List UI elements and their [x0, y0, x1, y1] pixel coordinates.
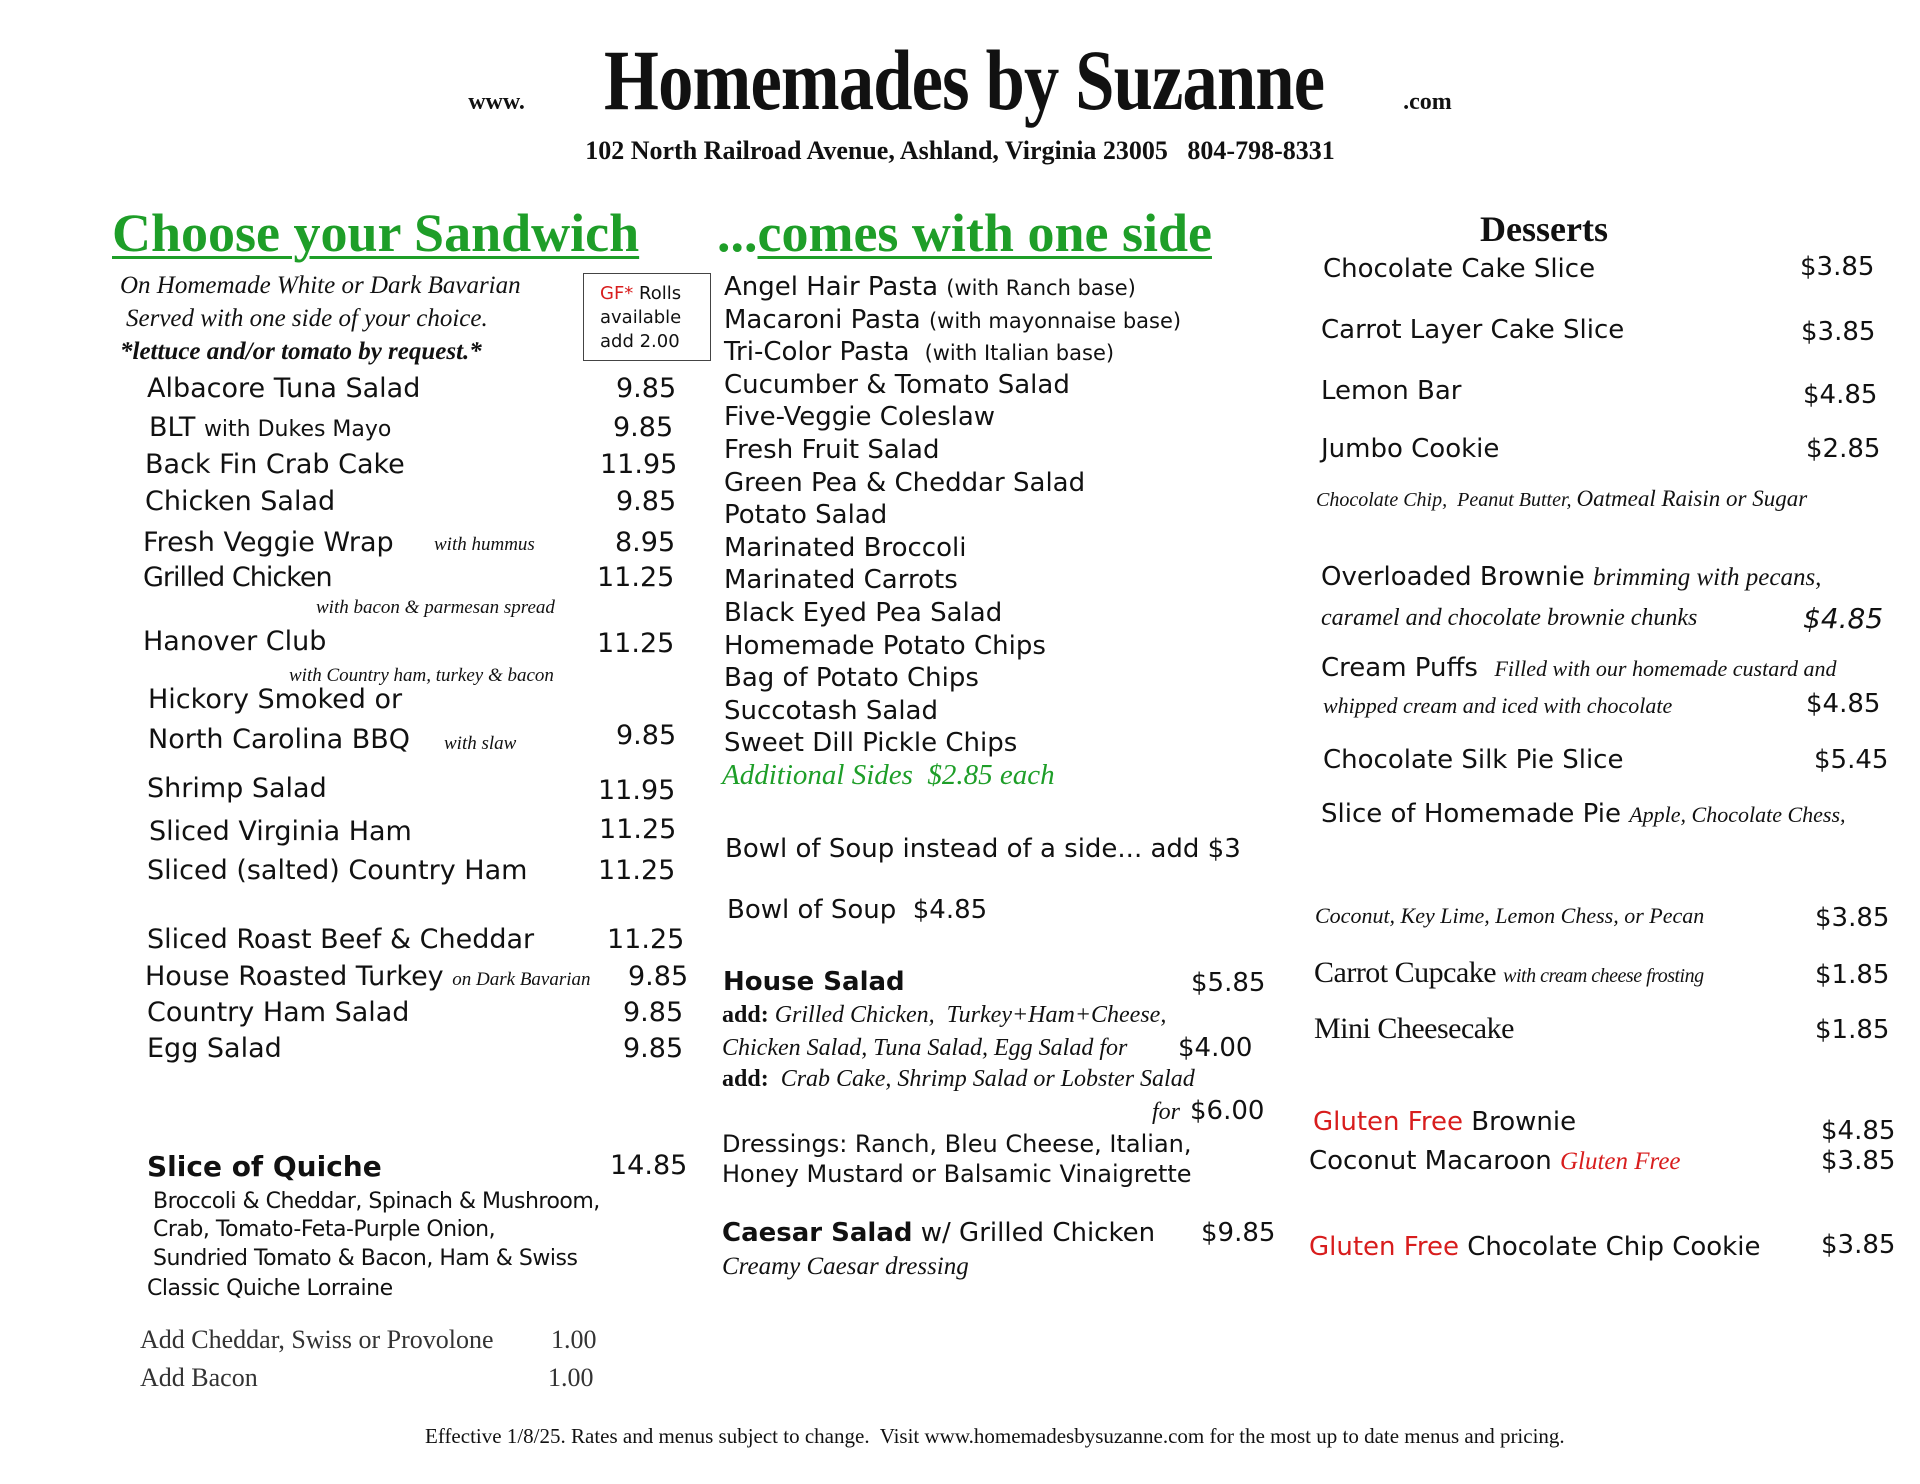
- dessert-price: $4.85: [1806, 689, 1881, 719]
- dessert-price: $3.85: [1800, 252, 1875, 282]
- additional-sides: Additional Sides $2.85 each: [722, 759, 1055, 791]
- dressings-line-2: Honey Mustard or Balsamic Vinaigrette: [722, 1160, 1192, 1188]
- side-item: Macaroni Pasta (with mayonnaise base): [724, 304, 1182, 335]
- dessert-price: $2.85: [1806, 434, 1881, 464]
- sandwich-name: Sliced Virginia Ham: [149, 816, 412, 847]
- sandwich-name: Hanover Club: [143, 626, 327, 657]
- side-note: (with Ranch base): [946, 276, 1136, 300]
- side-item: Bag of Potato Chips: [724, 663, 979, 694]
- sandwich-name: Fresh Veggie Wrap: [143, 527, 394, 558]
- house-salad-add-2-price: $6.00: [1190, 1096, 1265, 1126]
- sandwich-name: House Roasted Turkey on Dark Bavarian: [145, 961, 591, 992]
- sandwich-heading: Choose your Sandwich: [112, 203, 640, 263]
- gluten-free-tag: Gluten Free: [1313, 1107, 1463, 1137]
- dessert-price: $4.85: [1803, 380, 1878, 410]
- dessert-note: caramel and chocolate brownie chunks: [1321, 605, 1698, 631]
- sandwich-intro-2: Served with one side of your choice.: [126, 305, 488, 332]
- sandwich-price: 8.95: [615, 527, 676, 558]
- bowl-of-soup: Bowl of Soup $4.85: [727, 895, 988, 925]
- side-item: Sweet Dill Pickle Chips: [724, 728, 1018, 759]
- side-item: Fresh Fruit Salad: [724, 434, 940, 465]
- sandwich-name: Grilled Chicken: [143, 562, 332, 593]
- sandwich-price: 9.85: [623, 997, 684, 1028]
- side-note: (with Italian base): [917, 341, 1115, 366]
- sandwich-price: 9.85: [616, 373, 677, 404]
- soup-instead: Bowl of Soup instead of a side... add $3: [725, 834, 1241, 864]
- side-item: Green Pea & Cheddar Salad: [724, 467, 1086, 498]
- side-note: (with mayonnaise base): [928, 308, 1182, 333]
- sides-heading: [717, 202, 1212, 264]
- brand-title: [0, 30, 1920, 130]
- caesar-salad: Caesar Salad w/ Grilled Chicken: [722, 1218, 1156, 1248]
- sandwich-name: Sliced (salted) Country Ham: [147, 855, 528, 886]
- quiche-line: Classic Quiche Lorraine: [147, 1276, 393, 1301]
- dressings-line-1: Dressings: Ranch, Bleu Cheese, Italian,: [722, 1130, 1192, 1158]
- sandwich-name: Albacore Tuna Salad: [147, 373, 421, 404]
- sandwich-name: Hickory Smoked or: [148, 684, 403, 715]
- house-salad-add-2: add: Crab Cake, Shrimp Salad or Lobster Salad: [722, 1066, 1195, 1092]
- side-item: Homemade Potato Chips: [724, 630, 1046, 661]
- dessert-name: Lemon Bar: [1321, 376, 1462, 406]
- dessert-price: $3.85: [1801, 317, 1876, 347]
- gf-rolls: Rolls: [639, 283, 682, 304]
- sides-heading-dots: ...: [717, 203, 758, 263]
- sandwich-name: BLT with Dukes Mayo: [149, 412, 392, 443]
- sandwich-intro-1: On Homemade White or Dark Bavarian: [120, 272, 521, 299]
- desserts-heading: Desserts: [1480, 209, 1608, 249]
- dessert-price: $4.85: [1803, 602, 1884, 635]
- side-item: Black Eyed Pea Salad: [724, 597, 1003, 628]
- sandwich-note: with bacon & parmesan spread: [316, 597, 555, 618]
- sandwich-price: 11.95: [598, 775, 676, 806]
- sandwich-note: with Dukes Mayo: [203, 417, 392, 442]
- dessert-price: $1.85: [1815, 1015, 1890, 1045]
- dessert-name: Gluten Free Chocolate Chip Cookie: [1309, 1232, 1761, 1262]
- addon-label: Add Bacon: [140, 1363, 258, 1392]
- dessert-name: Jumbo Cookie: [1321, 434, 1500, 464]
- dessert-name: Coconut Macaroon Gluten Free: [1309, 1146, 1681, 1176]
- sandwich-price: 11.25: [597, 562, 675, 593]
- sandwich-name: Country Ham Salad: [147, 997, 410, 1028]
- phone-number: 804-798-8331: [1187, 136, 1335, 165]
- gluten-free-tag: Gluten Free: [1559, 1148, 1681, 1175]
- sandwich-note: with hummus: [434, 534, 535, 555]
- dessert-price: $1.85: [1815, 960, 1890, 990]
- sandwich-name-2: North Carolina BBQ: [148, 724, 411, 755]
- sandwich-price: 11.25: [607, 924, 685, 955]
- sandwich-note: with Country ham, turkey & bacon: [289, 665, 554, 686]
- dessert-name: Gluten Free Brownie: [1313, 1107, 1577, 1137]
- side-item: Five-Veggie Coleslaw: [724, 402, 996, 433]
- gluten-free-tag: Gluten Free: [1309, 1232, 1459, 1262]
- dessert-name: Chocolate Cake Slice: [1323, 254, 1596, 284]
- sandwich-intro-3: *lettuce and/or tomato by request.*: [120, 338, 482, 365]
- dessert-name: Cream Puffs Filled with our homemade custard and: [1321, 653, 1837, 683]
- quiche-line: Sundried Tomato & Bacon, Ham & Swiss: [153, 1246, 578, 1271]
- sandwich-price: 9.85: [628, 961, 689, 992]
- street-address: 102 North Railroad Avenue, Ashland, Virginia 23005: [585, 136, 1168, 165]
- dessert-price: $3.85: [1821, 1230, 1896, 1260]
- house-salad-add-1-price: $4.00: [1178, 1033, 1253, 1063]
- caesar-price: $9.85: [1201, 1218, 1276, 1248]
- sandwich-name: Shrimp Salad: [147, 773, 327, 804]
- sandwich-price: 9.85: [616, 486, 677, 517]
- side-item: Succotash Salad: [724, 695, 938, 726]
- sandwich-price: 9.85: [616, 720, 677, 751]
- quiche-line: Crab, Tomato-Feta-Purple Onion,: [153, 1217, 496, 1242]
- side-item: Marinated Broccoli: [724, 532, 967, 563]
- sides-heading-text: comes with one side: [757, 203, 1212, 263]
- sandwich-name: Egg Salad: [147, 1033, 282, 1064]
- sides-list: [724, 272, 1181, 761]
- sandwich-price: 11.25: [599, 814, 677, 845]
- dessert-price: $5.45: [1814, 745, 1889, 775]
- side-item: Marinated Carrots: [724, 565, 958, 596]
- dessert-note: whipped cream and iced with chocolate: [1323, 693, 1673, 718]
- dessert-name: Slice of Homemade Pie Apple, Chocolate Chess,: [1321, 799, 1846, 829]
- addon-price: 1.00: [548, 1363, 594, 1392]
- address-line: [0, 136, 1920, 166]
- house-salad-add-2-for: for: [1152, 1099, 1181, 1125]
- sandwich-price: 9.85: [623, 1033, 684, 1064]
- dessert-price: $3.85: [1815, 903, 1890, 933]
- footer-note: Effective 1/8/25. Rates and menus subject to change. Visit www.homemadesbysuzanne.com for the most up to date menus and pricing.: [425, 1424, 1565, 1448]
- dessert-price: $4.85: [1821, 1116, 1896, 1146]
- sandwich-name: Chicken Salad: [145, 486, 336, 517]
- sandwich-name: Back Fin Crab Cake: [145, 449, 405, 480]
- dessert-price: $3.85: [1821, 1146, 1896, 1176]
- house-salad-add-1b: Chicken Salad, Tuna Salad, Egg Salad for: [722, 1035, 1128, 1061]
- sandwich-price: 11.25: [598, 855, 676, 886]
- sandwich-note: with slaw: [444, 733, 517, 754]
- dessert-note: Coconut, Key Lime, Lemon Chess, or Pecan: [1315, 903, 1705, 928]
- side-item: Cucumber & Tomato Salad: [724, 369, 1070, 400]
- quiche-title: Slice of Quiche: [147, 1150, 382, 1183]
- addon-label: Add Cheddar, Swiss or Provolone: [140, 1325, 494, 1354]
- side-item: Angel Hair Pasta (with Ranch base): [724, 272, 1136, 302]
- brand-com: .com: [1403, 89, 1452, 115]
- gf-add: add 2.00: [600, 331, 680, 352]
- sandwich-price: 11.95: [600, 449, 678, 480]
- side-item: Tri-Color Pasta (with Italian base): [724, 337, 1115, 368]
- dessert-name: Overloaded Brownie brimming with pecans,: [1321, 562, 1822, 592]
- gf-available: available: [600, 307, 682, 328]
- brand-name: Homemades by Suzanne: [603, 32, 1325, 128]
- quiche-price: 14.85: [610, 1150, 688, 1181]
- sandwich-price: 9.85: [613, 412, 674, 443]
- sandwich-note: on Dark Bavarian: [452, 969, 591, 990]
- dessert-name: Carrot Cupcake with cream cheese frosting: [1314, 956, 1704, 989]
- gf-label: GF*: [600, 283, 634, 304]
- house-salad-add-1: add: Grilled Chicken, Turkey+Ham+Cheese,: [722, 1002, 1167, 1028]
- brand-www: www.: [468, 89, 525, 115]
- quiche-line: Broccoli & Cheddar, Spinach & Mushroom,: [153, 1189, 600, 1214]
- gf-rolls-box: [583, 273, 711, 361]
- dessert-name: Carrot Layer Cake Slice: [1321, 315, 1625, 345]
- sandwich-price: 11.25: [597, 628, 675, 659]
- caesar-dressing: Creamy Caesar dressing: [722, 1253, 969, 1280]
- house-salad-title: House Salad: [723, 967, 905, 997]
- addon-price: 1.00: [551, 1325, 597, 1354]
- sandwich-name: Sliced Roast Beef & Cheddar: [147, 924, 535, 955]
- dessert-name: Chocolate Silk Pie Slice: [1323, 745, 1624, 775]
- dessert-note: Chocolate Chip, Peanut Butter, Oatmeal Raisin or Sugar: [1316, 486, 1808, 511]
- house-salad-price: $5.85: [1191, 968, 1266, 998]
- dessert-name: Mini Cheesecake: [1314, 1012, 1514, 1045]
- side-item: Potato Salad: [724, 500, 888, 531]
